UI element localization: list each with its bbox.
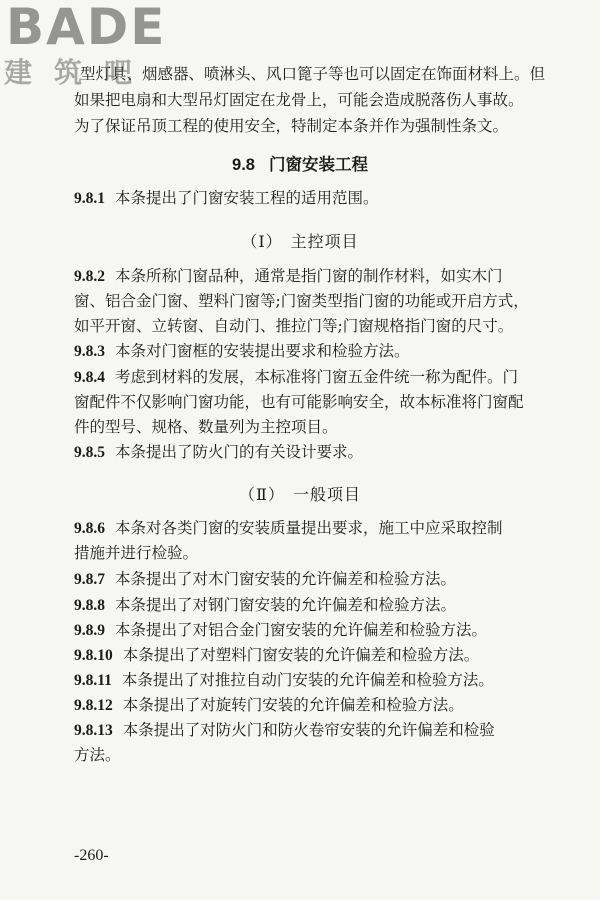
clause-text: 本条提出了防火门的有关设计要求。: [115, 443, 364, 461]
clause-text: 本条对各类门窗的安装质量提出要求，施工中应采取控制: [115, 519, 503, 537]
clause-text: 本条所称门窗品种，通常是指门窗的制作材料，如实木门: [115, 267, 503, 285]
section-number: 9.8: [232, 156, 255, 174]
subsection-heading-general: [0, 482, 600, 505]
clause-number: 9.8.7: [74, 571, 105, 588]
clause-9-8-3: [74, 341, 410, 362]
clause-9-8-4-line-1: [74, 367, 518, 388]
clause-number: 9.8.9: [74, 622, 105, 639]
clause-number: 9.8.5: [74, 444, 105, 461]
intro-line-3: 为了保证吊顶工程的使用安全，特制定本条并作为强制性条文。: [74, 117, 509, 135]
clause-number: 9.8.12: [74, 697, 113, 714]
clause-text: 本条提出了对塑料门窗安装的允许偏差和检验方法。: [122, 646, 480, 664]
clause-number: 9.8.6: [74, 520, 105, 537]
intro-line-2: 如果把电扇和大型吊灯固定在龙骨上，可能会造成脱落伤人事故。: [74, 91, 524, 109]
subsection-roman: （Ⅰ）: [241, 232, 283, 251]
clause-number: 9.8.4: [74, 369, 105, 386]
clause-text: 本条提出了对木门窗安装的允许偏差和检验方法。: [115, 570, 457, 588]
clause-number: 9.8.11: [74, 672, 112, 689]
clause-number: 9.8.10: [74, 647, 113, 664]
clause-9-8-7: [74, 569, 456, 590]
clause-9-8-10: [74, 645, 479, 666]
clause-text: 本条提出了对防火门和防火卷帘安装的允许偏差和检验: [122, 721, 495, 739]
clause-9-8-9: [74, 620, 487, 641]
clause-text: 本条提出了对钢门窗安装的允许偏差和检验方法。: [115, 596, 457, 614]
clause-9-8-2-line-3: 如平开窗、立转窗、自动门、推拉门等;门窗规格指门窗的尺寸。: [74, 317, 514, 335]
clause-number: 9.8.1: [74, 190, 105, 207]
section-heading: [0, 151, 600, 175]
subsection-title: 主控项目: [290, 232, 359, 251]
clause-9-8-4-line-2: 窗配件不仅影响门窗功能，也有可能影响安全，故本标准将门窗配: [74, 393, 524, 411]
clause-9-8-11: [74, 670, 494, 691]
clause-number: 9.8.13: [74, 722, 113, 739]
clause-9-8-1: [74, 188, 379, 209]
clause-9-8-6-line-2: 措施并进行检验。: [74, 544, 199, 562]
clause-number: 9.8.2: [74, 268, 105, 285]
subsection-title: 一般项目: [292, 485, 361, 504]
subsection-heading-main: [0, 229, 600, 252]
clause-text: 本条对门窗框的安装提出要求和检验方法。: [115, 342, 410, 360]
clause-text: 考虑到材料的发展，本标准将门窗五金件统一称为配件。门: [115, 368, 519, 386]
watermark-subtitle: 建筑吧: [4, 56, 155, 89]
intro-line-1: 型灯具、烟感器、喷淋头、风口篦子等也可以固定在饰面材料上。但: [80, 65, 546, 83]
clause-9-8-4-line-3: 件的型号、规格、数量列为主控项目。: [74, 418, 338, 436]
clause-text: 本条提出了对推拉自动门安装的允许偏差和检验方法。: [121, 671, 494, 689]
clause-9-8-13-line-2: 方法。: [74, 746, 121, 764]
clause-9-8-8: [74, 595, 456, 616]
clause-number: 9.8.8: [74, 597, 105, 614]
clause-9-8-2-line-2: 窗、铝合金门窗、塑料门窗等;门窗类型指门窗的功能或开启方式，: [74, 292, 529, 310]
clause-9-8-12: [74, 695, 464, 716]
clause-9-8-2-line-1: [74, 266, 503, 287]
clause-text: 本条提出了对铝合金门窗安装的允许偏差和检验方法。: [115, 621, 488, 639]
clause-9-8-5: [74, 442, 363, 463]
section-title: 门窗安装工程: [268, 155, 368, 174]
subsection-roman: （Ⅱ）: [239, 485, 285, 504]
clause-text: 本条提出了门窗安装工程的适用范围。: [115, 189, 379, 207]
page-number: -260-: [74, 847, 109, 864]
watermark-logo: BADE: [6, 0, 167, 56]
clause-9-8-13-line-1: [74, 720, 495, 741]
clause-text: 本条提出了对旋转门安装的允许偏差和检验方法。: [122, 696, 464, 714]
clause-number: 9.8.3: [74, 343, 105, 360]
clause-9-8-6-line-1: [74, 518, 503, 539]
